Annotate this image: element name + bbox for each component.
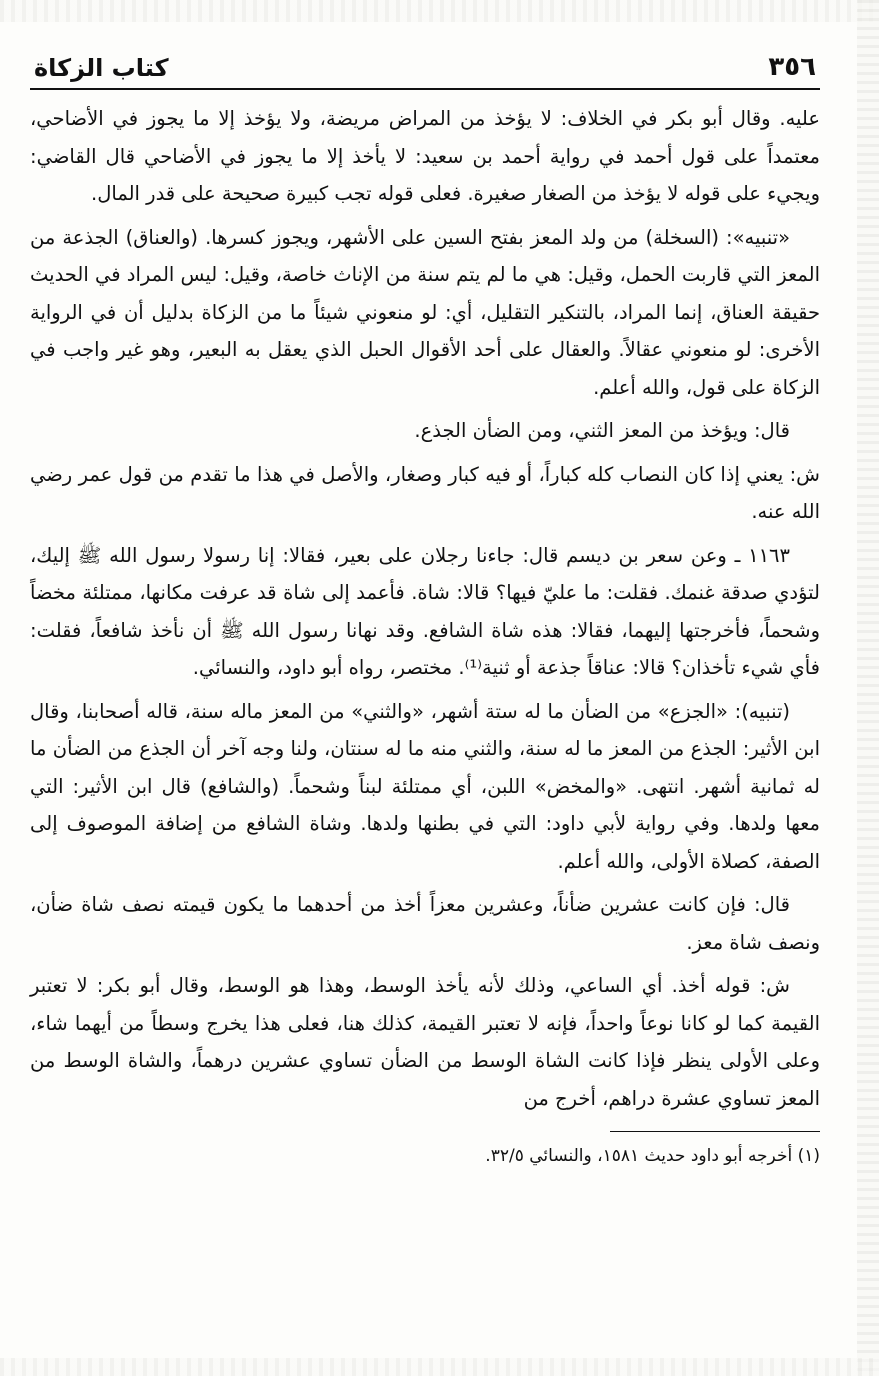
scan-noise-top (0, 0, 879, 22)
book-page (30, 38, 820, 1338)
paragraph: «تنبيه»: (السخلة) من ولد المعز بفتح السين على الأشهر، ويجوز كسرها. (والعناق) الجذعة من المعز التي قاربت الحمل، وقيل: هي ما لم يتم سنة من الإناث خاصة، وقيل: ليس المراد في الحديث حقيقة العناق، إنما المراد، بالتنكير التقليل، أي: لو منعوني شيئاً ما من الزكاة بدليل أن في الرواية الأخرى: لو منعوني عقالاً. والعقال على أحد الأقوال الحبل الذي يعقل به البعير، وهو غير واجب في الزكاة على قول، والله أعلم. (30, 225, 820, 399)
paragraph: ١١٦٣ ـ وعن سعر بن ديسم قال: جاءنا رجلان على بعير، فقالا: إنا رسولا رسول الله ﷺ إليك، لتؤدي صدقة غنمك. فقلت: ما عليّ فيها؟ قالا: شاة. فأعمد إلى شاة قد عرفت مكانها، ممتلئة مخضاً وشحماً، فأخرجتها إليهما، فقالا: هذه شاة الشافع. وقد نهانا رسول الله ﷺ أن نأخذ شافعاً، فقلت: فأي شيء تأخذان؟ قالا: عناقاً جذعة أو ثنية⁽¹⁾. مختصر، رواه أبو داود، والنسائي. (30, 543, 820, 679)
footnote-divider (610, 1131, 820, 1132)
paragraph: (تنبيه): «الجزع» من الضأن ما له ستة أشهر، «والثني» من المعز ماله سنة، قاله أصحابنا، وقال ابن الأثير: الجذع من المعز ما له سنة، والثني منه ما له سنتان، ولنا وجه آخر أن الجذع من الضأن ما له ثمانية أشهر. انتهى. «والمخض» اللبن، أي ممتلئة لبناً وشحماً. (والشافع) قال ابن الأثير: التي معها ولدها. وفي رواية لأبي داود: التي في بطنها ولدها. وشاة الشافع من إضافة الموصوف إلى الصفة، كصلاة الأولى، والله أعلم. (30, 699, 820, 873)
page-number: ٣٥٦ (768, 52, 816, 82)
page-header (30, 38, 820, 90)
page-body (30, 90, 820, 1117)
running-title: كتاب الزكاة (34, 54, 169, 82)
paragraph: عليه. وقال أبو بكر في الخلاف: لا يؤخذ من المراض مريضة، ولا يؤخذ إلا ما يجوز في الأضاحي، معتمداً على قول أحمد في رواية أحمد بن سعيد: لا يأخذ إلا ما يجوز في الأضاحي قال القاضي: ويجيء على قوله لا يؤخذ من الصغار صغيرة. فعلى قوله تجب كبيرة صحيحة على قدر المال. (30, 107, 820, 205)
paragraph: ش: يعني إذا كان النصاب كله كباراً، أو فيه كبار وصغار، والأصل في هذا ما تقدم من قول عمر رضي الله عنه. (30, 462, 820, 523)
paragraph: قال: ويؤخذ من المعز الثني، ومن الضأن الجذع. (414, 419, 790, 442)
paragraph: ش: قوله أخذ. أي الساعي، وذلك لأنه يأخذ الوسط، وهذا هو الوسط، وقال أبو بكر: لا تعتبر القيمة كما لو كانا نوعاً واحداً، فإنه لا تعتبر القيمة، كذلك هنا، فعلى هذا يخرج وسطاً من أيهما شاء، وعلى الأولى ينظر فإذا كانت الشاة الوسط من الضأن تساوي عشرين درهماً، والشاة الوسط من المعز تساوي عشرة دراهم، أخرج من (30, 974, 820, 1110)
scan-noise-right-edge (857, 0, 879, 1376)
scan-noise-bottom (0, 1358, 879, 1376)
footnote: (١) أخرجه أبو داود حديث ١٥٨١، والنسائي ٣٢/٥. (485, 1146, 820, 1166)
paragraph: قال: فإن كانت عشرين ضأناً، وعشرين معزاً أخذ من أحدهما ما يكون قيمته نصف شاة ضأن، ونصف شاة معز. (30, 893, 820, 954)
